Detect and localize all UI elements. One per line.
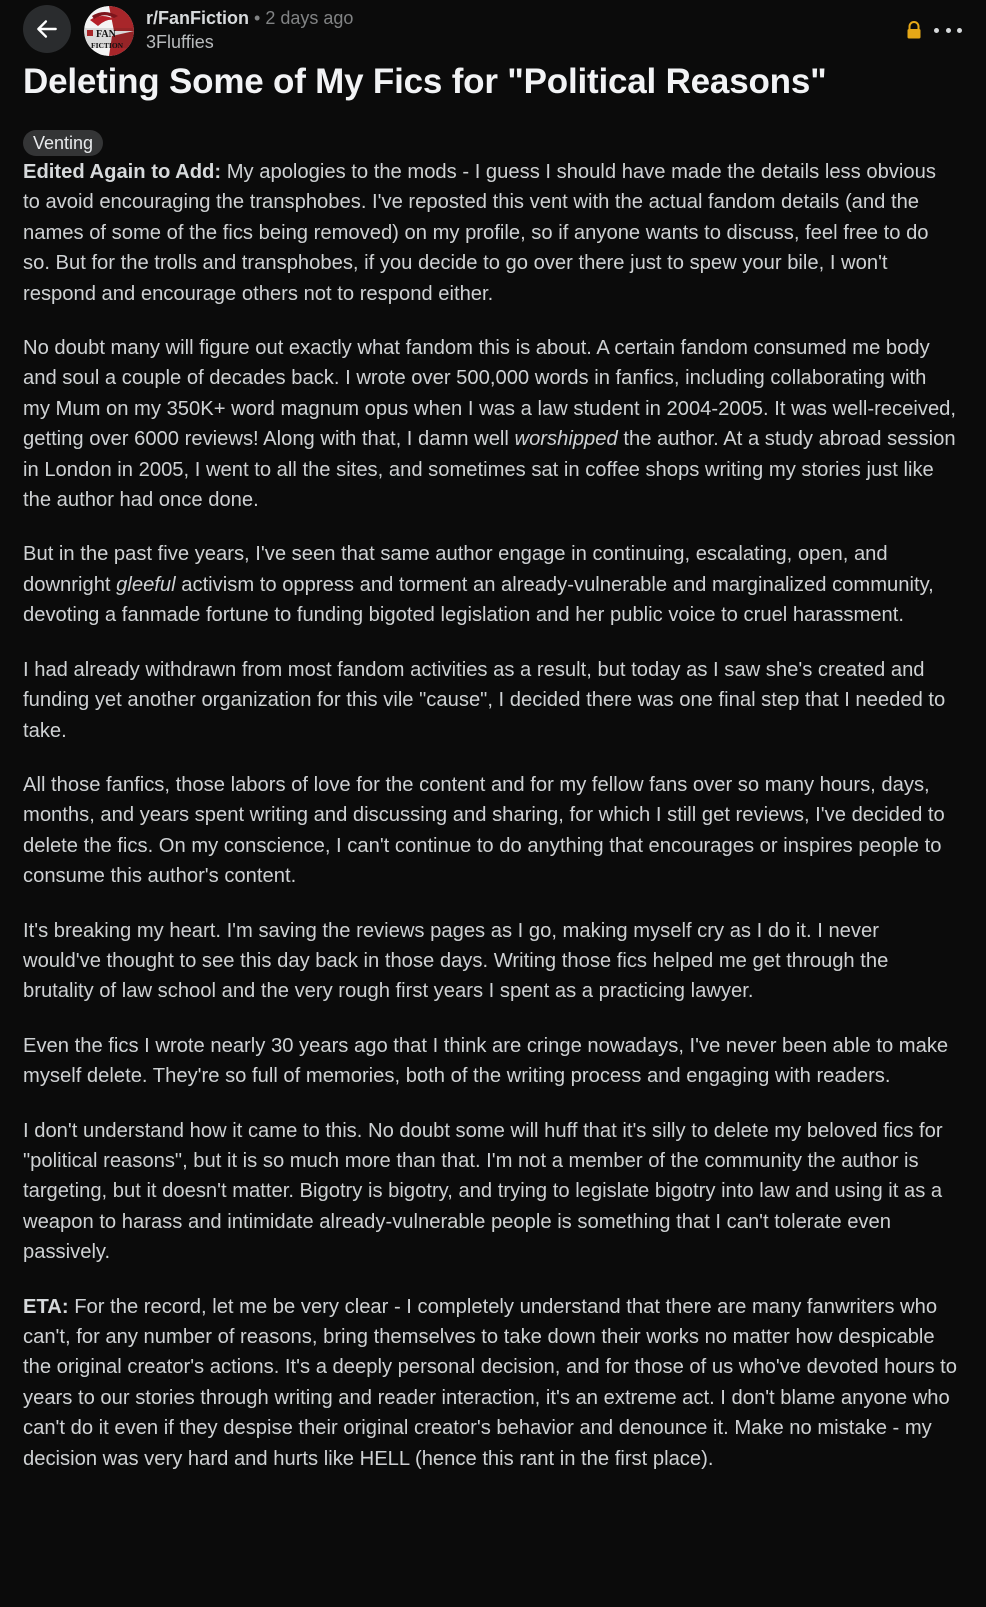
paragraph <box>23 1292 958 1474</box>
paragraph <box>23 770 958 892</box>
paragraph-text: activism to oppress and torment an already-vulnerable and marginalized community, devoting a fanmade fortune to funding bigoted legislation and her public voice to cruel harassment. <box>23 573 934 627</box>
paragraph-text: I had already withdrawn from most fandom activities as a result, but today as I saw she's created and funding yet another organization for this vile "cause", I decided there was one final step that I needed to take. <box>23 658 946 742</box>
paragraph <box>23 1031 958 1092</box>
paragraph-lead: ETA: <box>23 1295 69 1318</box>
fanfiction-logo-icon <box>84 6 134 56</box>
paragraph-text: No doubt many will figure out exactly what fandom this is about. A certain fandom consumed me body and soul a couple of decades back. I wrote over 500,000 words in fanfics, including collaborating with my Mum on my 350K+ word magnum opus when I was a law student in 2004-2005. It was well-received, getting over 6000 reviews! Along with that, I damn well <box>23 337 957 451</box>
post-body <box>23 157 958 1498</box>
paragraph <box>23 333 958 515</box>
post-title: Deleting Some of My Fics for "Political Reasons" <box>23 62 827 101</box>
paragraph-text: But in the past five years, I've seen that same author engage in continuing, escalating, open, and downright <box>23 543 888 596</box>
paragraph-text: the author. At a study abroad session in London in 2005, I went to all the sites, and sometimes sat in coffee shops writing my stories just like the author had once done. <box>23 428 956 512</box>
paragraph <box>23 655 958 746</box>
paragraph <box>23 1116 958 1268</box>
meta-separator: • <box>254 8 261 28</box>
paragraph <box>23 157 958 309</box>
post-meta-line <box>146 8 353 28</box>
back-button[interactable] <box>23 5 71 53</box>
avatar-text-bottom: FICTION <box>91 41 124 50</box>
arrow-left-icon <box>34 16 60 42</box>
paragraph-emphasis: gleeful <box>116 573 176 596</box>
paragraph-text: For the record, let me be very clear - I completely understand that there are many fanwriters who can't, for any number of reasons, bring themselves to take down their works no matter how despicable the original creator's actions. It's a deeply personal decision, and for those of us who've devoted hours to years to our stories through writing and reader interaction, it's an extreme act. I don't blame anyone who can't do it even if they despise their original creator's behavior and denounce it. Make no mistake - my decision was very hard and hurts like HELL (hence this rant in the first place). <box>23 1295 958 1470</box>
paragraph-text: My apologies to the mods - I guess I should have made the details less obvious to avoid encouraging the transphobes. I've reposted this vent with the actual fandom details (and the names of some of the fics being removed) on my profile, so if anyone wants to discuss, feel free to do so. But for the trolls and transphobes, if you decide to go over there just to spew your bile, I won't respond and encourage others not to respond either. <box>23 161 936 305</box>
more-dot <box>934 28 939 33</box>
paragraph-text: Even the fics I wrote nearly 30 years ago that I think are cringe nowadays, I've never been able to make myself delete. They're so full of memories, both of the writing process and engaging with readers. <box>23 1034 949 1088</box>
post-time: 2 days ago <box>265 8 354 28</box>
post-flair[interactable]: Venting <box>23 130 103 156</box>
avatar-text-top: FAN <box>96 29 116 40</box>
post-author[interactable]: 3Fluffies <box>146 32 214 52</box>
paragraph-text: All those fanfics, those labors of love for the content and for my fellow fans over so many hours, days, months, and years spent writing and discussing and sharing, for which I still get reviews, I've decided to delete the fics. On my conscience, I can't continue to do anything that encourages or inspires people to consume this author's content. <box>23 773 945 888</box>
paragraph-text: I don't understand how it came to this. No doubt some will huff that it's silly to delete my beloved fics for "political reasons", but it is so much more than that. I'm not a member of the community the author is targeting, but it doesn't matter. Bigotry is bigotry, and trying to legislate bigotry into law and using it as a weapon to harass and intimidate already-vulnerable people is something that I can't tolerate even passively. <box>23 1119 943 1264</box>
paragraph-emphasis: worshipped <box>514 428 618 451</box>
subreddit-name[interactable]: r/FanFiction <box>146 8 249 28</box>
paragraph-lead: Edited Again to Add: <box>23 161 222 183</box>
paragraph-text: It's breaking my heart. I'm saving the reviews pages as I go, making myself cry as I do it. I never would've thought to see this day back in those days. Writing those fics helped me get through the brutality of law school and the very rough first years I spent as a practicing lawyer. <box>23 919 889 1003</box>
paragraph <box>23 916 958 1007</box>
more-dot <box>946 28 951 33</box>
more-dot <box>957 28 962 33</box>
more-options-icon[interactable] <box>934 20 962 40</box>
subreddit-avatar[interactable] <box>84 6 134 56</box>
lock-icon <box>904 20 924 40</box>
post-header <box>0 0 986 60</box>
paragraph <box>23 539 958 630</box>
